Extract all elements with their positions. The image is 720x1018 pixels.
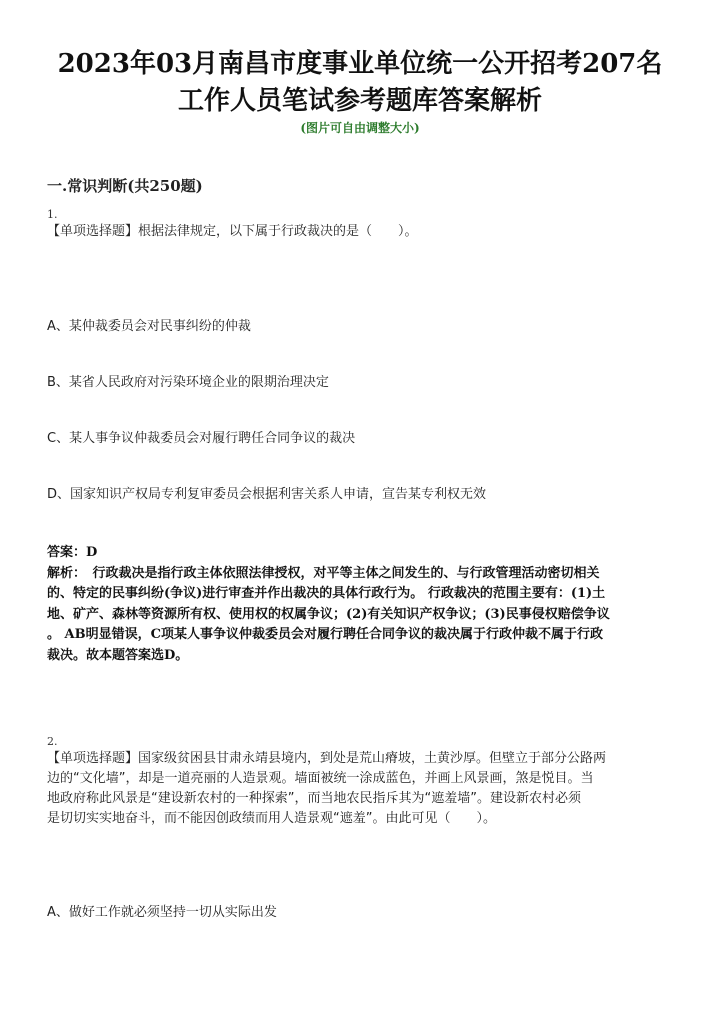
question-2-stem-line-2: 边的“文化墙”，却是一道亮丽的人造景观。墙面被统一涂成蓝色，并画上风景画，煞是悦目。当 <box>47 771 594 786</box>
question-2-stem-line-3: 地政府称此风景是“建设新农村的一种探索”，而当地农民指斥其为“遮羞墙”。建设新农村必须 <box>47 791 581 806</box>
question-1-stem: 【单项选择题】根据法律规定，以下属于行政裁决的是（ ）。 <box>47 224 418 239</box>
question-1-analysis-line-4: 。 AB明显错误，C项某人事争议仲裁委员会对履行聘任合同争议的裁决属于行政仲裁不属于行政 <box>47 627 603 642</box>
question-2-stem-line-4: 是切切实实地奋斗，而不能因创政绩而用人造景观“遮羞”。由此可见（ ）。 <box>47 811 496 826</box>
document-title-line-1: 2023年03月南昌市度事业单位统一公开招考207名 <box>57 49 663 79</box>
question-1-option-b: B、某省人民政府对污染环境企业的限期治理决定 <box>47 375 329 390</box>
question-2-stem <box>47 749 677 829</box>
question-1-option-d: D、国家知识产权局专利复审委员会根据利害关系人申请，宣告某专利权无效 <box>47 487 487 502</box>
question-2-stem-line-1: 【单项选择题】国家级贫困县甘肃永靖县境内，到处是荒山瘠坡，土黄沙厚。但壁立于部分公路两 <box>47 751 607 766</box>
question-1-number: 1. <box>47 208 58 221</box>
question-1-option-c: C、某人事争议仲裁委员会对履行聘任合同争议的裁决 <box>47 431 356 446</box>
question-1-answer: 答案：D <box>47 545 98 560</box>
question-1-analysis-line-3: 地、矿产、森林等资源所有权、使用权的权属争议；(2)有关知识产权争议；(3)民事侵权赔偿争议 <box>47 606 610 622</box>
question-1-analysis-line-1: 解析： 行政裁决是指行政主体依照法律授权，对平等主体之间发生的、与行政管理活动密切相关 <box>47 565 600 581</box>
section-heading: 一.常识判断(共250题) <box>47 177 203 195</box>
question-2-number: 2. <box>47 735 58 748</box>
question-1-analysis-line-5: 裁决。故本题答案选D。 <box>47 647 189 663</box>
document-title-line-2: 工作人员笔试参考题库答案解析 <box>177 86 542 116</box>
document-subtitle: (图片可自由调整大小) <box>300 121 420 135</box>
question-1-answer-block <box>47 543 675 666</box>
question-1-option-a: A、某仲裁委员会对民事纠纷的仲裁 <box>47 319 251 334</box>
question-1-analysis-line-2: 的、特定的民事纠纷(争议)进行审查并作出裁决的具体行政行为。 行政裁决的范围主要有：(1)土 <box>47 586 606 601</box>
question-2-option-a: A、做好工作就必须坚持一切从实际出发 <box>47 905 277 920</box>
